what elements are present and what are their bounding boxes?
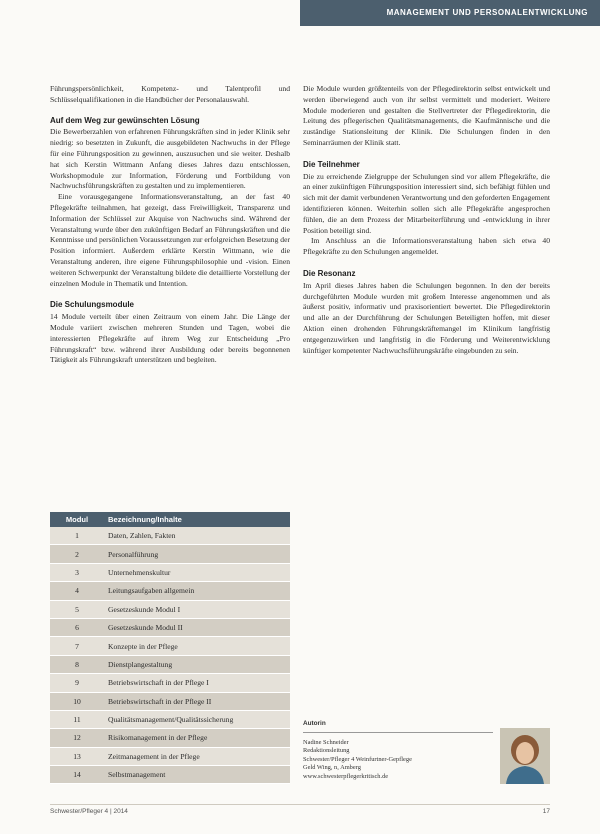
module-number: 12 <box>50 729 104 747</box>
module-title: Zeitmanagement in der Pflege <box>104 747 290 765</box>
modules-paragraph: 14 Module verteilt über einen Zeitraum von einem Jahr. Die Länge der Module variiert zwischen mehreren Stunden und Tagen, wobei die interessierten Pflegekräfte auf ihrem Weg zur Entscheidung „Pro Führungskraft“ bzw. während ihrer Ausbildung oder bereits begonnenen Tätigkeit als Führungskraft unterstützen und begleiten. <box>50 312 290 365</box>
module-number: 14 <box>50 766 104 784</box>
module-number: 6 <box>50 618 104 636</box>
right-intro-paragraph: Die Module wurden größtenteils von der Pflegedirektorin selbst entwickelt und werden überwiegend auch von ihr selbst vermittelt und moderiert. Weitere Module moderieren und gestalten die Stellvertreter der Pflegedirektorin, die Leitung des pflegerischen Qualitätsmanagements, die Kaufmännische und die zuständige Stationsleitung der Klinik. Die Schulungen finden in den Seminarräumen der Klinik statt. <box>303 84 550 147</box>
module-title: Personalführung <box>104 545 290 563</box>
participants-paragraph-2: Im Anschluss an die Informationsveranstaltung haben sich etwa 40 Pflegekräfte zu den Schulungen angemeldet. <box>303 236 550 257</box>
module-number: 3 <box>50 563 104 581</box>
table-row <box>50 729 290 747</box>
module-title: Konzepte in der Pflege <box>104 637 290 655</box>
table-row <box>50 582 290 600</box>
heading-participants: Die Teilnehmer <box>303 159 360 169</box>
page-number: 17 <box>542 808 550 815</box>
modules-table <box>50 512 290 784</box>
module-title: Gesetzeskunde Modul I <box>104 600 290 618</box>
module-number: 13 <box>50 747 104 765</box>
author-org: Schwester/Pfleger 4 Weinfurtner-Gepflege <box>303 755 412 763</box>
module-number: 4 <box>50 582 104 600</box>
page-footer <box>50 804 550 817</box>
author-photo <box>500 728 550 784</box>
table-row <box>50 674 290 692</box>
author-name: Nadine Schneider <box>303 738 349 746</box>
footer-publication: Schwester/Pfleger 4 | 2014 <box>50 808 128 815</box>
section-header-band <box>300 0 600 26</box>
table-row <box>50 527 290 545</box>
table-row <box>50 618 290 636</box>
table-row <box>50 655 290 673</box>
module-number: 8 <box>50 655 104 673</box>
left-column <box>50 84 290 366</box>
table-row <box>50 692 290 710</box>
table-row <box>50 710 290 728</box>
module-title: Selbstmanagement <box>104 766 290 784</box>
author-box <box>303 720 493 782</box>
solution-paragraph-2: Eine vorausgegangene Informationsveranstaltung, an der fast 40 Pflegekräfte teilnahmen, hat gezeigt, dass Freiwilligkeit, Transparenz und Information der Schlüssel zur Akquise von Nachwuchs sind. Während der Veranstaltung wurde über den zukünftigen Bedarf an Führungskräften und die Kenntnisse und persönlichen Voraussetzungen zur erfolgreichen Besetzung der Position informiert. Außerdem erklärte Kerstin Wittmann, wie die Veranstaltung anderen, ihre eigene Führungsphilosophie und -vision. Einen weiteren Schwerpunkt der Veranstaltung bildete die detaillierte Vorstellung der einzelnen Module in Thematik und Intention. <box>50 192 290 288</box>
author-address: Geld Wing, n, Amberg <box>303 764 361 772</box>
module-title: Betriebswirtschaft in der Pflege I <box>104 674 290 692</box>
column-header-title: Bezeichnung/Inhalte <box>104 512 290 527</box>
author-role: Redaktionsleitung <box>303 747 350 755</box>
column-header-module: Modul <box>50 512 104 527</box>
table-row <box>50 747 290 765</box>
module-number: 1 <box>50 527 104 545</box>
module-title: Daten, Zahlen, Fakten <box>104 527 290 545</box>
table-row <box>50 600 290 618</box>
module-title: Dienstplangestaltung <box>104 655 290 673</box>
table-row <box>50 545 290 563</box>
module-title: Betriebswirtschaft in der Pflege II <box>104 692 290 710</box>
author-web[interactable]: www.schwesterpflegerkritisch.de <box>303 772 389 780</box>
module-number: 9 <box>50 674 104 692</box>
right-column <box>303 84 550 356</box>
module-number: 11 <box>50 710 104 728</box>
module-title: Qualitätsmanagement/Qualitätssicherung <box>104 710 290 728</box>
module-number: 7 <box>50 637 104 655</box>
modules-table-header <box>50 512 290 527</box>
heading-resonance: Die Resonanz <box>303 268 356 278</box>
module-title: Risikomanagement in der Pflege <box>104 729 290 747</box>
left-intro-paragraph: Führungspersönlichkeit, Kompetenz- und Talentprofil und Schlüsselqualifikationen in die Handbücher der Personalauswahl. <box>50 84 290 104</box>
table-row <box>50 563 290 581</box>
author-portrait-icon <box>500 728 550 784</box>
heading-solution: Auf dem Weg zur gewünschten Lösung <box>50 115 200 125</box>
module-title: Leitungsaufgaben allgemein <box>104 582 290 600</box>
solution-paragraph-1: Die Bewerberzahlen von erfahrenen Führungskräften sind in jeder Klinik sehr niedrig: so besetzten in Zukunft, die ausgebildeten Nachwuchs in der Pflege für eine Führungsposition zu gewinnen, auszusuchen und sie weiter. Deshalb hat sich Kerstin Wittmann Anfang dieses Jahres dazu entschlossen, Workshopmodule zur Information, Förderung und Fortbildung von Nachwuchsführungskräften zu gestalten und zu implementieren. <box>50 127 290 191</box>
participants-paragraph-1: Die zu erreichende Zielgruppe der Schulungen sind vor allem Pflegekräfte, die an einer zukünftigen Führungsposition interessiert sind, sich befähigt fühlen und sich mit der damit verbundenen Verantwortung und den geforderten Engagement identifizieren können. Weiterhin sollen sich alle Pflegekräfte angesprochen fühlen, die an dem Prozess der Mitarbeiterführung und -entwicklung in ihrer Position beteiligt sind. <box>303 171 550 235</box>
author-label: Autorin <box>303 720 493 733</box>
module-number: 10 <box>50 692 104 710</box>
section-header-title: MANAGEMENT UND PERSONALENTWICKLUNG <box>386 8 588 17</box>
module-number: 5 <box>50 600 104 618</box>
table-row <box>50 766 290 784</box>
module-number: 2 <box>50 545 104 563</box>
table-row <box>50 637 290 655</box>
resonance-paragraph: Im April dieses Jahres haben die Schulungen begonnen. In den der bereits durchgeführten Module wurden mit großem Interesse angenommen und als äußerst positiv, informativ und praxisorientiert bewertet. Die Pflegedirektorin und alle an der Durchführung der Schulungen Beteiligten hoffen, mit dieser Aktion einen drohenden Führungskräftemangel im Klinikum langfristig entgegenzuwirken und langfristig in die Förderung und Weiterentwicklung künftiger kompetenter Nachwuchsführungskräfte eingebunden zu sein. <box>303 280 550 355</box>
heading-modules: Die Schulungsmodule <box>50 300 135 310</box>
modules-table-body <box>50 527 290 784</box>
module-title: Gesetzeskunde Modul II <box>104 618 290 636</box>
module-title: Unternehmenskultur <box>104 563 290 581</box>
